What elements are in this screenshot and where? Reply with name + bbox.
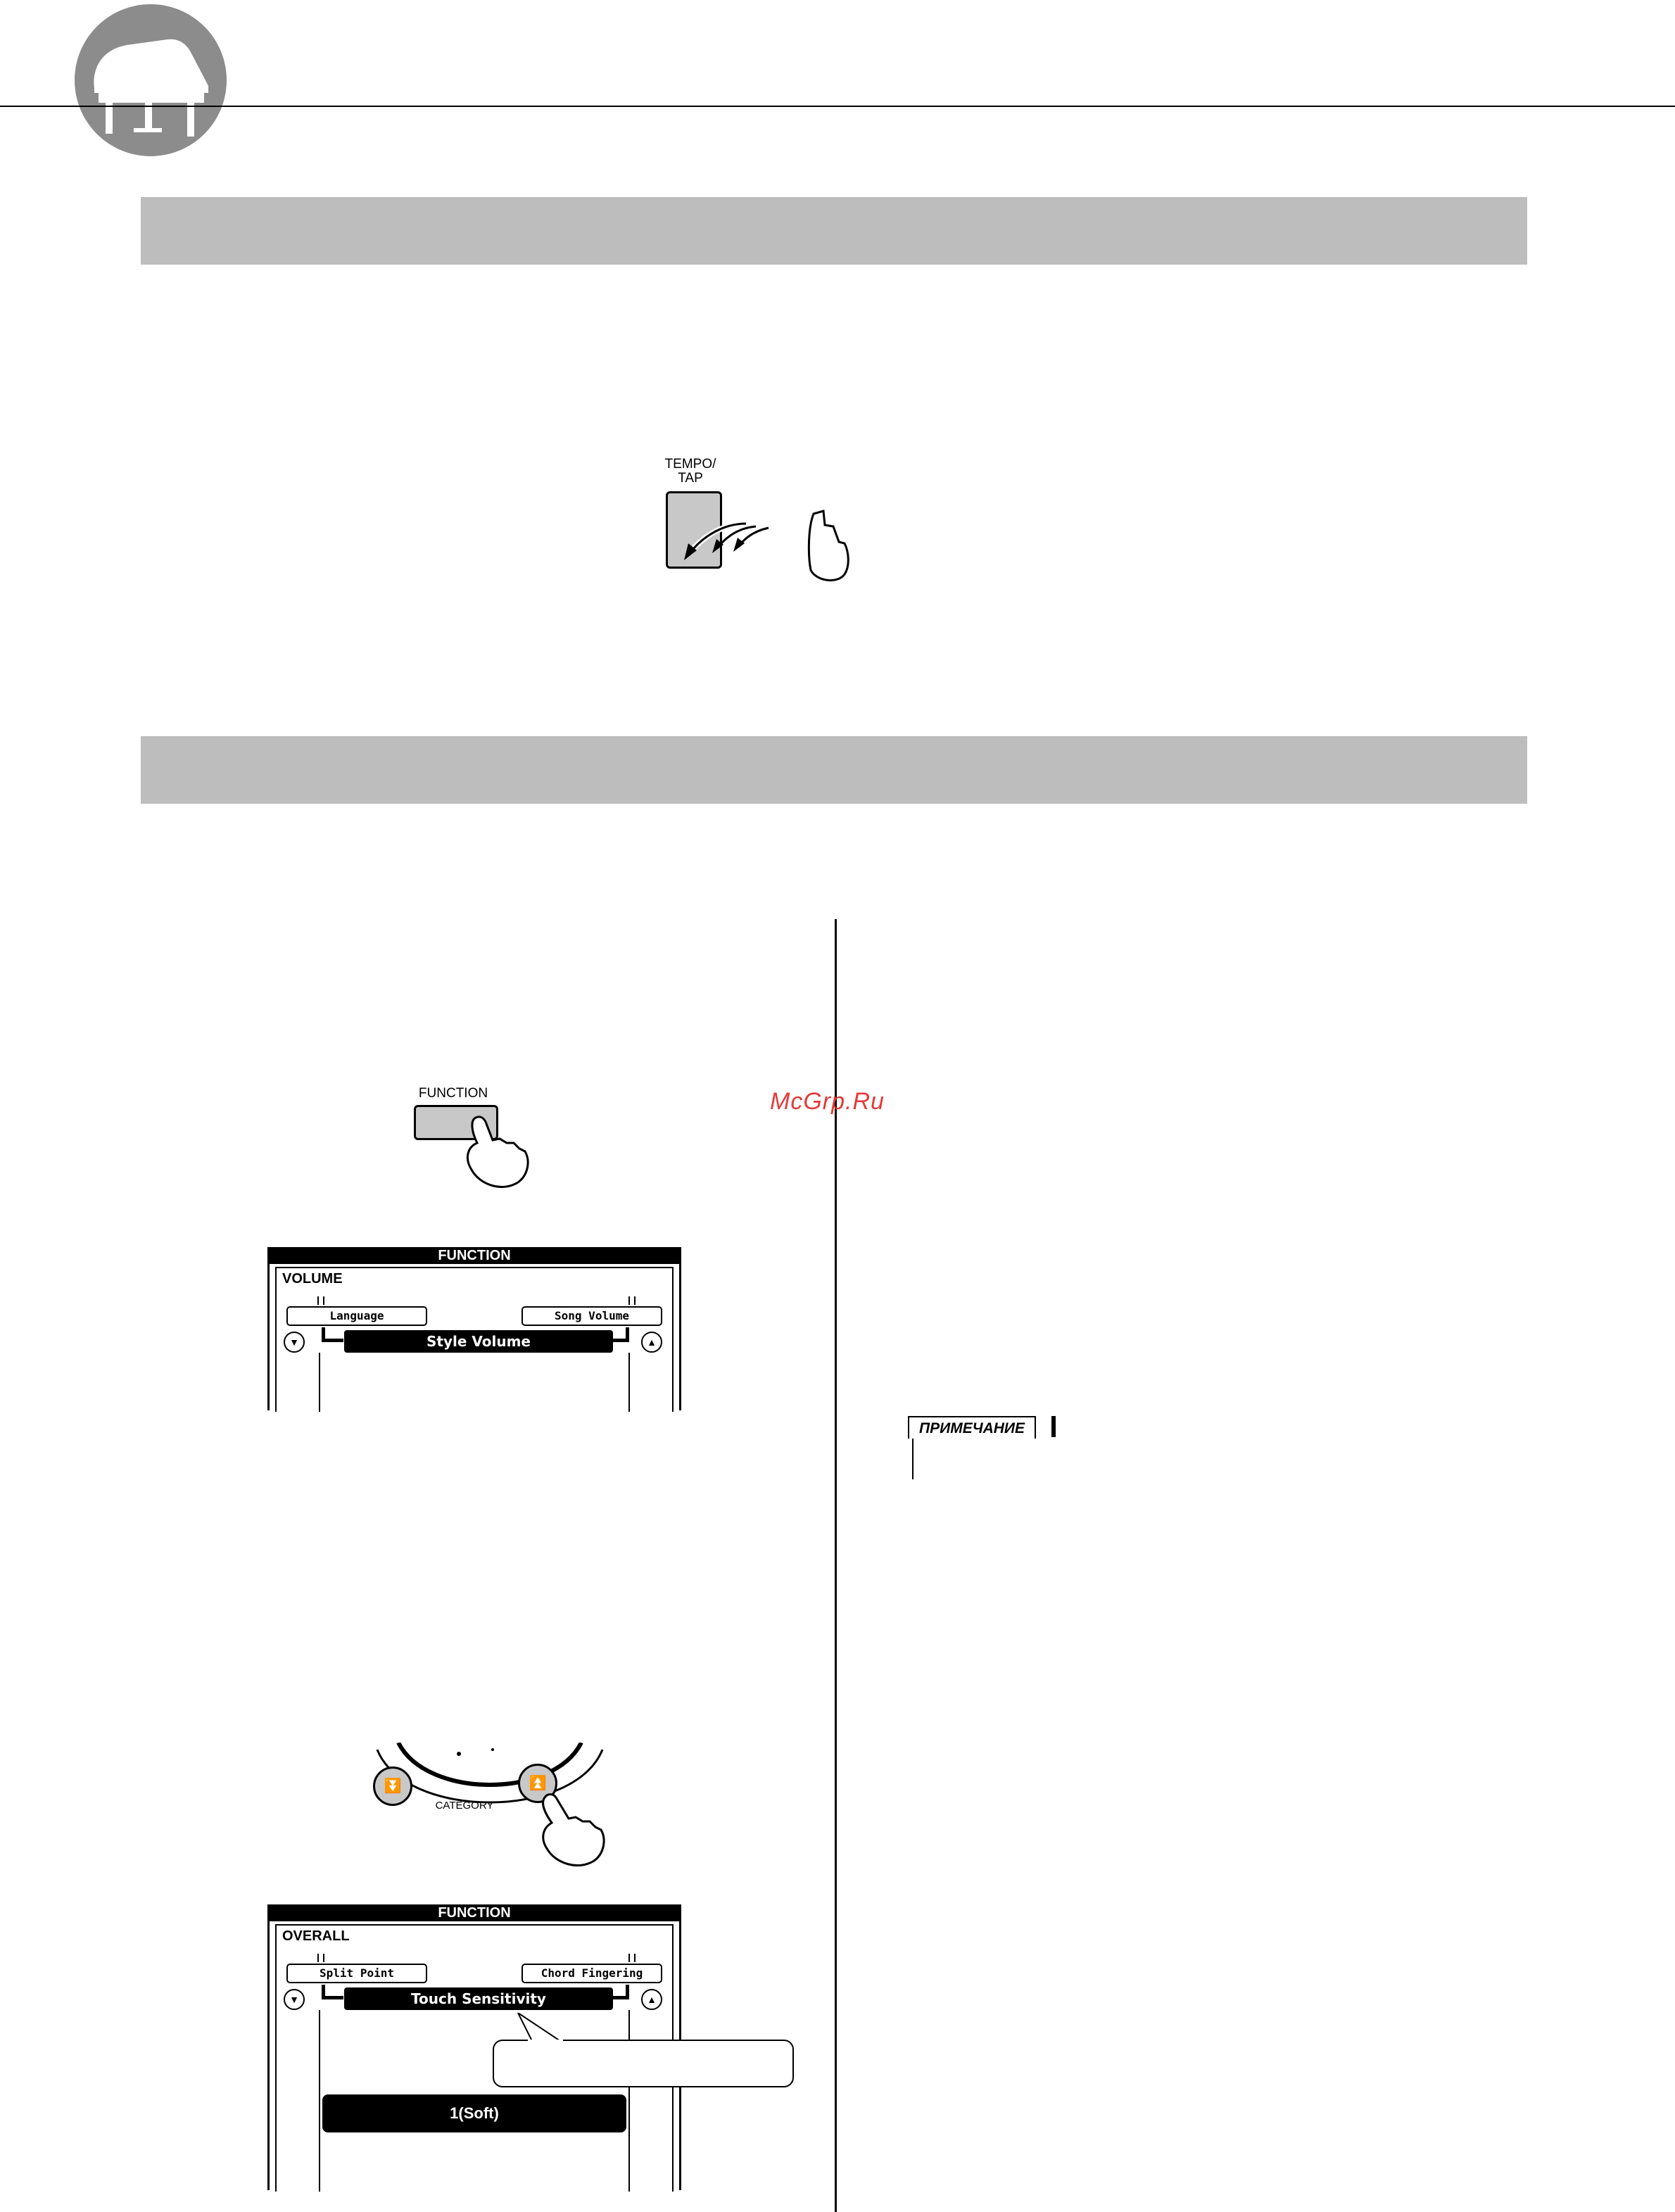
note-rule [912,1439,914,1479]
double-down-icon: ⏬ [384,1778,402,1794]
lcd-screen [275,1267,674,1412]
lcd-category: OVERALL [282,1928,350,1944]
bracket-left [322,1985,343,1999]
pressing-hand-icon [457,1115,535,1199]
category-down-icon: ▼ [284,1989,305,2010]
category-up-icon: ▲ [641,1332,662,1353]
lcd-item-right: Song Volume [522,1306,662,1326]
category-label: CATEGORY [435,1800,494,1812]
lcd-guide-line [319,2010,320,2192]
lcd-current-item: Style Volume [344,1330,613,1353]
grand-piano-icon [75,4,227,156]
piano-logo [75,4,227,156]
tap-motion-arrows-icon [676,493,866,591]
function-button-label: FUNCTION [418,1086,488,1101]
section-bar-2 [141,736,1527,804]
lcd-item-left: Language [286,1306,427,1326]
tick-mark [317,1954,324,1962]
tick-mark [628,1296,636,1305]
category-up-icon: ▲ [641,1989,662,2010]
lcd-value: 1(Soft) [322,2094,626,2132]
lcd-guide-line [319,1353,320,1412]
lcd-current-item: Touch Sensitivity [344,1987,613,2010]
pressing-hand-icon [535,1792,612,1876]
tempo-tap-label: TEMPO/ TAP [664,457,716,486]
lcd-title: FUNCTION [270,1904,679,1921]
category-down-button[interactable] [373,1767,412,1806]
category-down-icon: ▼ [284,1332,305,1353]
lcd-title: FUNCTION [270,1247,679,1264]
callout-bubble [493,2040,794,2087]
lcd-guide-line [628,2010,630,2192]
watermark-text: McGrp.Ru [770,1088,885,1115]
lcd-item-left: Split Point [286,1964,427,1983]
lcd-item-right: Chord Fingering [522,1964,662,1983]
header-rule [0,106,1675,107]
double-up-icon: ⏫ [529,1776,547,1791]
lcd-display-1 [267,1247,681,1410]
note-label-edge [1051,1416,1056,1437]
lcd-category: VOLUME [282,1271,343,1287]
lcd-guide-line [628,1353,630,1412]
note-label: ПРИМЕЧАНИЕ [908,1416,1036,1439]
tick-mark [628,1954,636,1962]
tick-mark [317,1296,324,1305]
callout-pointer [511,2013,567,2044]
bracket-left [322,1327,343,1342]
section-bar-1 [141,197,1527,265]
